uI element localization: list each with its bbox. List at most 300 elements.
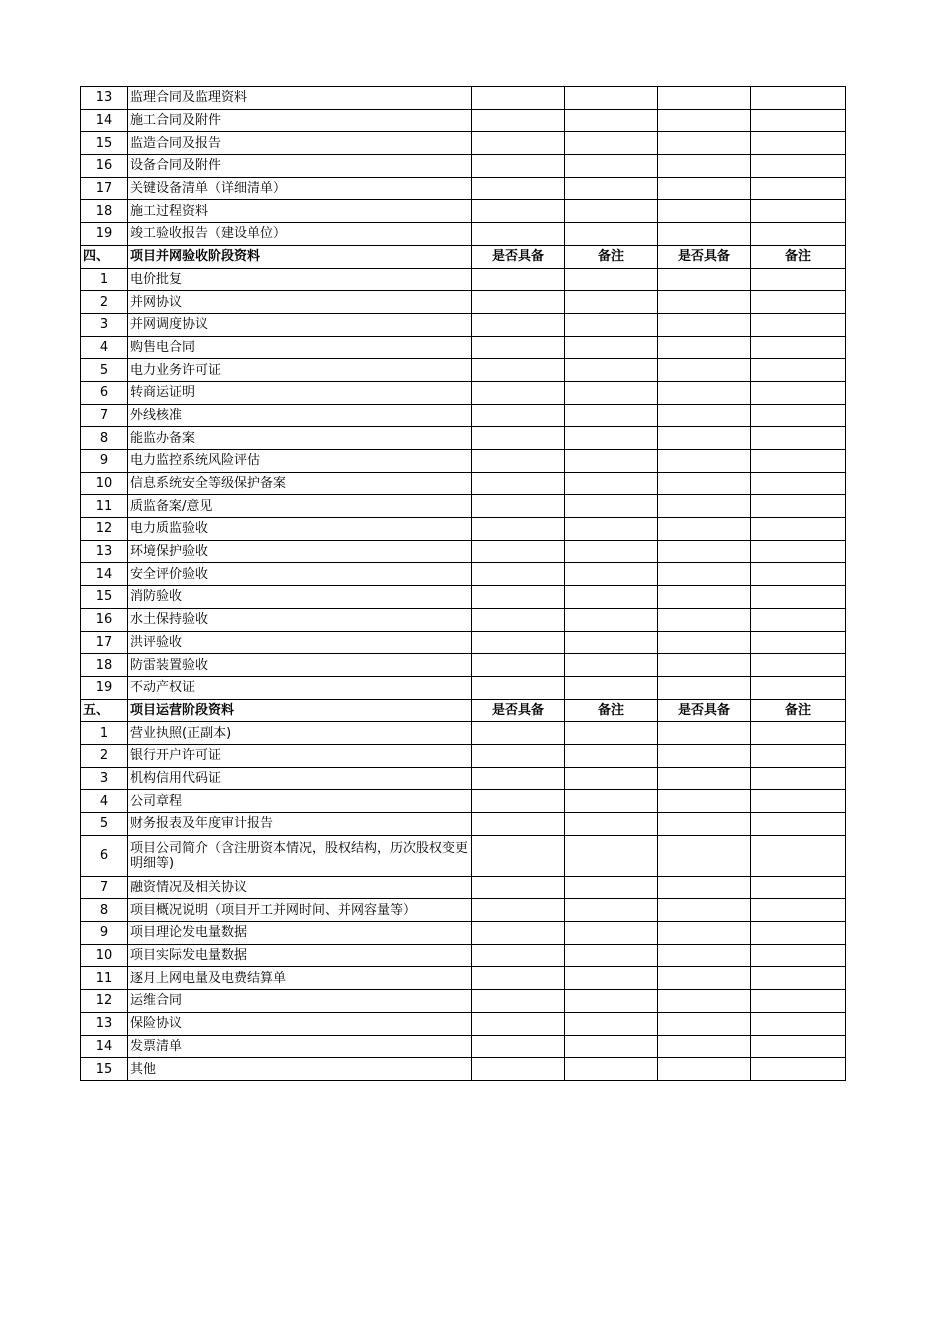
item-name: 不动产权证 xyxy=(128,676,472,699)
row-number: 14 xyxy=(81,563,128,586)
row-number: 11 xyxy=(81,967,128,990)
item-name: 并网协议 xyxy=(128,291,472,314)
table-row xyxy=(81,336,846,359)
item-name: 逐月上网电量及电费结算单 xyxy=(128,967,472,990)
table-row xyxy=(81,132,846,155)
remark-cell-1[interactable] xyxy=(565,223,658,246)
row-number: 8 xyxy=(81,427,128,450)
table-row xyxy=(81,944,846,967)
remark-cell-1[interactable] xyxy=(565,967,658,990)
row-number: 5 xyxy=(81,813,128,836)
remark-cell-1[interactable] xyxy=(565,132,658,155)
row-number: 13 xyxy=(81,540,128,563)
availability-cell-1[interactable] xyxy=(472,631,565,654)
remark-cell-1[interactable] xyxy=(565,381,658,404)
table-row xyxy=(81,450,846,473)
remark-cell-1[interactable] xyxy=(565,835,658,876)
remark-cell-2[interactable] xyxy=(751,404,846,427)
availability-cell-2[interactable] xyxy=(658,790,751,813)
table-row xyxy=(81,835,846,876)
table-row xyxy=(81,472,846,495)
remark-cell-2[interactable] xyxy=(751,876,846,899)
remark-cell-2[interactable] xyxy=(751,427,846,450)
remark-cell-2[interactable] xyxy=(751,268,846,291)
remark-cell-1[interactable] xyxy=(565,631,658,654)
item-name: 设备合同及附件 xyxy=(128,155,472,178)
availability-cell-2[interactable] xyxy=(658,876,751,899)
row-number: 16 xyxy=(81,155,128,178)
remark-cell-2[interactable] xyxy=(751,654,846,677)
row-number: 6 xyxy=(81,835,128,876)
remark-cell-2[interactable] xyxy=(751,922,846,945)
remark-cell-1: 备注 xyxy=(565,245,658,268)
remark-cell-2[interactable] xyxy=(751,813,846,836)
availability-cell-1[interactable] xyxy=(472,654,565,677)
remark-cell-1[interactable] xyxy=(565,676,658,699)
item-name: 电力业务许可证 xyxy=(128,359,472,382)
table-row xyxy=(81,990,846,1013)
remark-cell-2[interactable] xyxy=(751,518,846,541)
table-row xyxy=(81,540,846,563)
availability-cell-1[interactable] xyxy=(472,291,565,314)
availability-cell-2[interactable] xyxy=(658,495,751,518)
remark-cell-1[interactable] xyxy=(565,813,658,836)
remark-cell-1: 备注 xyxy=(565,699,658,722)
remark-cell-1[interactable] xyxy=(565,268,658,291)
availability-cell-1[interactable] xyxy=(472,495,565,518)
remark-cell-2[interactable] xyxy=(751,450,846,473)
availability-cell-2[interactable] xyxy=(658,291,751,314)
availability-cell-1[interactable] xyxy=(472,1035,565,1058)
availability-cell-1[interactable] xyxy=(472,967,565,990)
availability-cell-1[interactable] xyxy=(472,676,565,699)
availability-cell-1[interactable] xyxy=(472,450,565,473)
availability-cell-1[interactable] xyxy=(472,813,565,836)
availability-cell-1[interactable] xyxy=(472,313,565,336)
availability-cell-2: 是否具备 xyxy=(658,245,751,268)
row-number: 18 xyxy=(81,200,128,223)
remark-cell-2[interactable] xyxy=(751,990,846,1013)
row-number: 14 xyxy=(81,109,128,132)
availability-cell-2[interactable] xyxy=(658,472,751,495)
row-number: 1 xyxy=(81,268,128,291)
remark-cell-1[interactable] xyxy=(565,608,658,631)
checklist-table xyxy=(80,86,846,1081)
remark-cell-1[interactable] xyxy=(565,495,658,518)
availability-cell-1[interactable] xyxy=(472,223,565,246)
remark-cell-1[interactable] xyxy=(565,291,658,314)
table-row xyxy=(81,767,846,790)
row-number: 6 xyxy=(81,381,128,404)
item-name: 项目实际发电量数据 xyxy=(128,944,472,967)
row-number: 18 xyxy=(81,654,128,677)
remark-cell-1[interactable] xyxy=(565,790,658,813)
table-row xyxy=(81,313,846,336)
availability-cell-1[interactable] xyxy=(472,404,565,427)
availability-cell-2[interactable] xyxy=(658,967,751,990)
table-row xyxy=(81,200,846,223)
remark-cell-1[interactable] xyxy=(565,404,658,427)
item-name: 购售电合同 xyxy=(128,336,472,359)
row-number: 五、 xyxy=(81,699,128,722)
row-number: 9 xyxy=(81,922,128,945)
availability-cell-1[interactable] xyxy=(472,132,565,155)
availability-cell-1[interactable] xyxy=(472,472,565,495)
remark-cell-2[interactable] xyxy=(751,744,846,767)
availability-cell-1[interactable] xyxy=(472,268,565,291)
availability-cell-1[interactable] xyxy=(472,608,565,631)
remark-cell-2[interactable] xyxy=(751,200,846,223)
remark-cell-2[interactable] xyxy=(751,676,846,699)
remark-cell-2[interactable] xyxy=(751,1035,846,1058)
remark-cell-2[interactable] xyxy=(751,967,846,990)
availability-cell-1[interactable] xyxy=(472,1012,565,1035)
item-name: 电力质监验收 xyxy=(128,518,472,541)
table-row xyxy=(81,359,846,382)
table-row xyxy=(81,790,846,813)
remark-cell-1[interactable] xyxy=(565,899,658,922)
row-number: 15 xyxy=(81,1058,128,1081)
availability-cell-2[interactable] xyxy=(658,132,751,155)
item-name: 监理合同及监理资料 xyxy=(128,87,472,110)
remark-cell-2[interactable] xyxy=(751,87,846,110)
availability-cell-1[interactable] xyxy=(472,540,565,563)
availability-cell-1: 是否具备 xyxy=(472,245,565,268)
row-number: 13 xyxy=(81,1012,128,1035)
table-row xyxy=(81,109,846,132)
table-row xyxy=(81,631,846,654)
row-number: 19 xyxy=(81,223,128,246)
availability-cell-2[interactable] xyxy=(658,450,751,473)
remark-cell-2[interactable] xyxy=(751,223,846,246)
item-name: 施工过程资料 xyxy=(128,200,472,223)
table-row xyxy=(81,563,846,586)
remark-cell-1[interactable] xyxy=(565,1058,658,1081)
item-name: 信息系统安全等级保护备案 xyxy=(128,472,472,495)
availability-cell-2[interactable] xyxy=(658,608,751,631)
availability-cell-1[interactable] xyxy=(472,1058,565,1081)
remark-cell-1[interactable] xyxy=(565,359,658,382)
row-number: 8 xyxy=(81,899,128,922)
item-name: 能监办备案 xyxy=(128,427,472,450)
availability-cell-1[interactable] xyxy=(472,767,565,790)
availability-cell-1[interactable] xyxy=(472,744,565,767)
availability-cell-2[interactable] xyxy=(658,722,751,745)
availability-cell-2[interactable] xyxy=(658,899,751,922)
remark-cell-1[interactable] xyxy=(565,1035,658,1058)
remark-cell-2[interactable] xyxy=(751,1058,846,1081)
row-number: 17 xyxy=(81,631,128,654)
row-number: 7 xyxy=(81,404,128,427)
item-name: 质监备案/意见 xyxy=(128,495,472,518)
row-number: 12 xyxy=(81,518,128,541)
availability-cell-2[interactable] xyxy=(658,586,751,609)
availability-cell-2[interactable] xyxy=(658,835,751,876)
availability-cell-2[interactable] xyxy=(658,744,751,767)
remark-cell-1[interactable] xyxy=(565,427,658,450)
availability-cell-2[interactable] xyxy=(658,1058,751,1081)
item-name: 其他 xyxy=(128,1058,472,1081)
remark-cell-1[interactable] xyxy=(565,450,658,473)
availability-cell-1[interactable] xyxy=(472,944,565,967)
item-name: 并网调度协议 xyxy=(128,313,472,336)
row-number: 4 xyxy=(81,790,128,813)
table-row xyxy=(81,608,846,631)
remark-cell-2[interactable] xyxy=(751,132,846,155)
table-row xyxy=(81,1012,846,1035)
availability-cell-1[interactable] xyxy=(472,200,565,223)
row-number: 2 xyxy=(81,291,128,314)
availability-cell-2[interactable] xyxy=(658,563,751,586)
table-row xyxy=(81,744,846,767)
item-name: 关键设备清单（详细清单） xyxy=(128,177,472,200)
availability-cell-1[interactable] xyxy=(472,835,565,876)
availability-cell-2[interactable] xyxy=(658,1035,751,1058)
remark-cell-2: 备注 xyxy=(751,245,846,268)
availability-cell-2[interactable] xyxy=(658,87,751,110)
availability-cell-2[interactable] xyxy=(658,654,751,677)
remark-cell-1[interactable] xyxy=(565,744,658,767)
item-name: 项目公司简介（含注册资本情况，股权结构，历次股权变更明细等) xyxy=(128,835,472,876)
item-name: 安全评价验收 xyxy=(128,563,472,586)
section-header-row xyxy=(81,245,846,268)
row-number: 四、 xyxy=(81,245,128,268)
table-row xyxy=(81,155,846,178)
remark-cell-1[interactable] xyxy=(565,155,658,178)
table-row xyxy=(81,813,846,836)
table-row xyxy=(81,922,846,945)
row-number: 1 xyxy=(81,722,128,745)
remark-cell-1[interactable] xyxy=(565,313,658,336)
availability-cell-2[interactable] xyxy=(658,676,751,699)
availability-cell-2[interactable] xyxy=(658,359,751,382)
availability-cell-2[interactable] xyxy=(658,813,751,836)
availability-cell-2[interactable] xyxy=(658,518,751,541)
row-number: 17 xyxy=(81,177,128,200)
item-name: 银行开户许可证 xyxy=(128,744,472,767)
availability-cell-2[interactable] xyxy=(658,381,751,404)
remark-cell-1[interactable] xyxy=(565,472,658,495)
availability-cell-2[interactable] xyxy=(658,177,751,200)
remark-cell-1[interactable] xyxy=(565,177,658,200)
table-row xyxy=(81,291,846,314)
availability-cell-1[interactable] xyxy=(472,155,565,178)
item-name: 运维合同 xyxy=(128,990,472,1013)
table-row xyxy=(81,495,846,518)
row-number: 10 xyxy=(81,944,128,967)
remark-cell-2[interactable] xyxy=(751,631,846,654)
row-number: 3 xyxy=(81,767,128,790)
item-name: 财务报表及年度审计报告 xyxy=(128,813,472,836)
table-row xyxy=(81,268,846,291)
availability-cell-2[interactable] xyxy=(658,767,751,790)
availability-cell-2[interactable] xyxy=(658,268,751,291)
remark-cell-2[interactable] xyxy=(751,835,846,876)
remark-cell-2[interactable] xyxy=(751,291,846,314)
item-name: 电力监控系统风险评估 xyxy=(128,450,472,473)
availability-cell-1[interactable] xyxy=(472,899,565,922)
availability-cell-1[interactable] xyxy=(472,87,565,110)
remark-cell-2[interactable] xyxy=(751,109,846,132)
remark-cell-2[interactable] xyxy=(751,608,846,631)
availability-cell-1: 是否具备 xyxy=(472,699,565,722)
table-row xyxy=(81,404,846,427)
table-row xyxy=(81,654,846,677)
item-name: 保险协议 xyxy=(128,1012,472,1035)
checklist-body xyxy=(81,87,846,1081)
remark-cell-2[interactable] xyxy=(751,540,846,563)
remark-cell-2[interactable] xyxy=(751,944,846,967)
availability-cell-1[interactable] xyxy=(472,722,565,745)
row-number: 19 xyxy=(81,676,128,699)
remark-cell-1[interactable] xyxy=(565,990,658,1013)
availability-cell-1[interactable] xyxy=(472,518,565,541)
availability-cell-2[interactable] xyxy=(658,990,751,1013)
availability-cell-2[interactable] xyxy=(658,155,751,178)
item-name: 项目理论发电量数据 xyxy=(128,922,472,945)
row-number: 7 xyxy=(81,876,128,899)
remark-cell-2[interactable] xyxy=(751,767,846,790)
remark-cell-1[interactable] xyxy=(565,767,658,790)
remark-cell-1[interactable] xyxy=(565,586,658,609)
availability-cell-2[interactable] xyxy=(658,922,751,945)
table-row xyxy=(81,967,846,990)
table-row xyxy=(81,427,846,450)
remark-cell-1[interactable] xyxy=(565,540,658,563)
row-number: 5 xyxy=(81,359,128,382)
item-name: 施工合同及附件 xyxy=(128,109,472,132)
remark-cell-2[interactable] xyxy=(751,722,846,745)
item-name: 竣工验收报告（建设单位） xyxy=(128,223,472,246)
row-number: 11 xyxy=(81,495,128,518)
table-row xyxy=(81,899,846,922)
remark-cell-1[interactable] xyxy=(565,876,658,899)
row-number: 15 xyxy=(81,132,128,155)
table-row xyxy=(81,722,846,745)
remark-cell-1[interactable] xyxy=(565,654,658,677)
remark-cell-2[interactable] xyxy=(751,586,846,609)
item-name: 监造合同及报告 xyxy=(128,132,472,155)
row-number: 12 xyxy=(81,990,128,1013)
remark-cell-1[interactable] xyxy=(565,922,658,945)
availability-cell-1[interactable] xyxy=(472,109,565,132)
remark-cell-2: 备注 xyxy=(751,699,846,722)
item-name: 机构信用代码证 xyxy=(128,767,472,790)
table-row xyxy=(81,87,846,110)
item-name: 融资情况及相关协议 xyxy=(128,876,472,899)
row-number: 15 xyxy=(81,586,128,609)
item-name: 水土保持验收 xyxy=(128,608,472,631)
item-name: 防雷装置验收 xyxy=(128,654,472,677)
remark-cell-2[interactable] xyxy=(751,899,846,922)
availability-cell-2[interactable] xyxy=(658,223,751,246)
row-number: 4 xyxy=(81,336,128,359)
remark-cell-2[interactable] xyxy=(751,381,846,404)
availability-cell-2: 是否具备 xyxy=(658,699,751,722)
item-name: 外线核准 xyxy=(128,404,472,427)
table-row xyxy=(81,223,846,246)
availability-cell-2[interactable] xyxy=(658,631,751,654)
item-name: 发票清单 xyxy=(128,1035,472,1058)
remark-cell-2[interactable] xyxy=(751,563,846,586)
availability-cell-1[interactable] xyxy=(472,563,565,586)
remark-cell-1[interactable] xyxy=(565,87,658,110)
item-name: 公司章程 xyxy=(128,790,472,813)
item-name: 项目并网验收阶段资料 xyxy=(128,245,472,268)
item-name: 洪评验收 xyxy=(128,631,472,654)
remark-cell-1[interactable] xyxy=(565,109,658,132)
row-number: 10 xyxy=(81,472,128,495)
row-number: 9 xyxy=(81,450,128,473)
remark-cell-2[interactable] xyxy=(751,336,846,359)
availability-cell-2[interactable] xyxy=(658,944,751,967)
remark-cell-1[interactable] xyxy=(565,722,658,745)
availability-cell-2[interactable] xyxy=(658,336,751,359)
table-row xyxy=(81,1058,846,1081)
availability-cell-1[interactable] xyxy=(472,876,565,899)
availability-cell-2[interactable] xyxy=(658,313,751,336)
table-row xyxy=(81,1035,846,1058)
item-name: 环境保护验收 xyxy=(128,540,472,563)
remark-cell-1[interactable] xyxy=(565,1012,658,1035)
availability-cell-1[interactable] xyxy=(472,359,565,382)
availability-cell-1[interactable] xyxy=(472,990,565,1013)
table-row xyxy=(81,518,846,541)
availability-cell-1[interactable] xyxy=(472,790,565,813)
remark-cell-2[interactable] xyxy=(751,359,846,382)
row-number: 3 xyxy=(81,313,128,336)
availability-cell-2[interactable] xyxy=(658,427,751,450)
row-number: 13 xyxy=(81,87,128,110)
remark-cell-2[interactable] xyxy=(751,155,846,178)
remark-cell-2[interactable] xyxy=(751,495,846,518)
item-name: 项目运营阶段资料 xyxy=(128,699,472,722)
remark-cell-1[interactable] xyxy=(565,563,658,586)
remark-cell-1[interactable] xyxy=(565,518,658,541)
item-name: 转商运证明 xyxy=(128,381,472,404)
remark-cell-1[interactable] xyxy=(565,336,658,359)
item-name: 营业执照(正副本) xyxy=(128,722,472,745)
availability-cell-1[interactable] xyxy=(472,381,565,404)
item-name: 电价批复 xyxy=(128,268,472,291)
table-row xyxy=(81,586,846,609)
remark-cell-2[interactable] xyxy=(751,1012,846,1035)
section-header-row xyxy=(81,699,846,722)
remark-cell-1[interactable] xyxy=(565,944,658,967)
availability-cell-2[interactable] xyxy=(658,109,751,132)
availability-cell-1[interactable] xyxy=(472,922,565,945)
availability-cell-2[interactable] xyxy=(658,200,751,223)
availability-cell-1[interactable] xyxy=(472,336,565,359)
row-number: 14 xyxy=(81,1035,128,1058)
remark-cell-2[interactable] xyxy=(751,177,846,200)
item-name: 消防验收 xyxy=(128,586,472,609)
availability-cell-2[interactable] xyxy=(658,404,751,427)
table-row xyxy=(81,177,846,200)
table-row xyxy=(81,876,846,899)
row-number: 2 xyxy=(81,744,128,767)
availability-cell-1[interactable] xyxy=(472,177,565,200)
remark-cell-2[interactable] xyxy=(751,472,846,495)
availability-cell-1[interactable] xyxy=(472,586,565,609)
availability-cell-2[interactable] xyxy=(658,1012,751,1035)
remark-cell-2[interactable] xyxy=(751,313,846,336)
availability-cell-1[interactable] xyxy=(472,427,565,450)
row-number: 16 xyxy=(81,608,128,631)
remark-cell-2[interactable] xyxy=(751,790,846,813)
remark-cell-1[interactable] xyxy=(565,200,658,223)
availability-cell-2[interactable] xyxy=(658,540,751,563)
